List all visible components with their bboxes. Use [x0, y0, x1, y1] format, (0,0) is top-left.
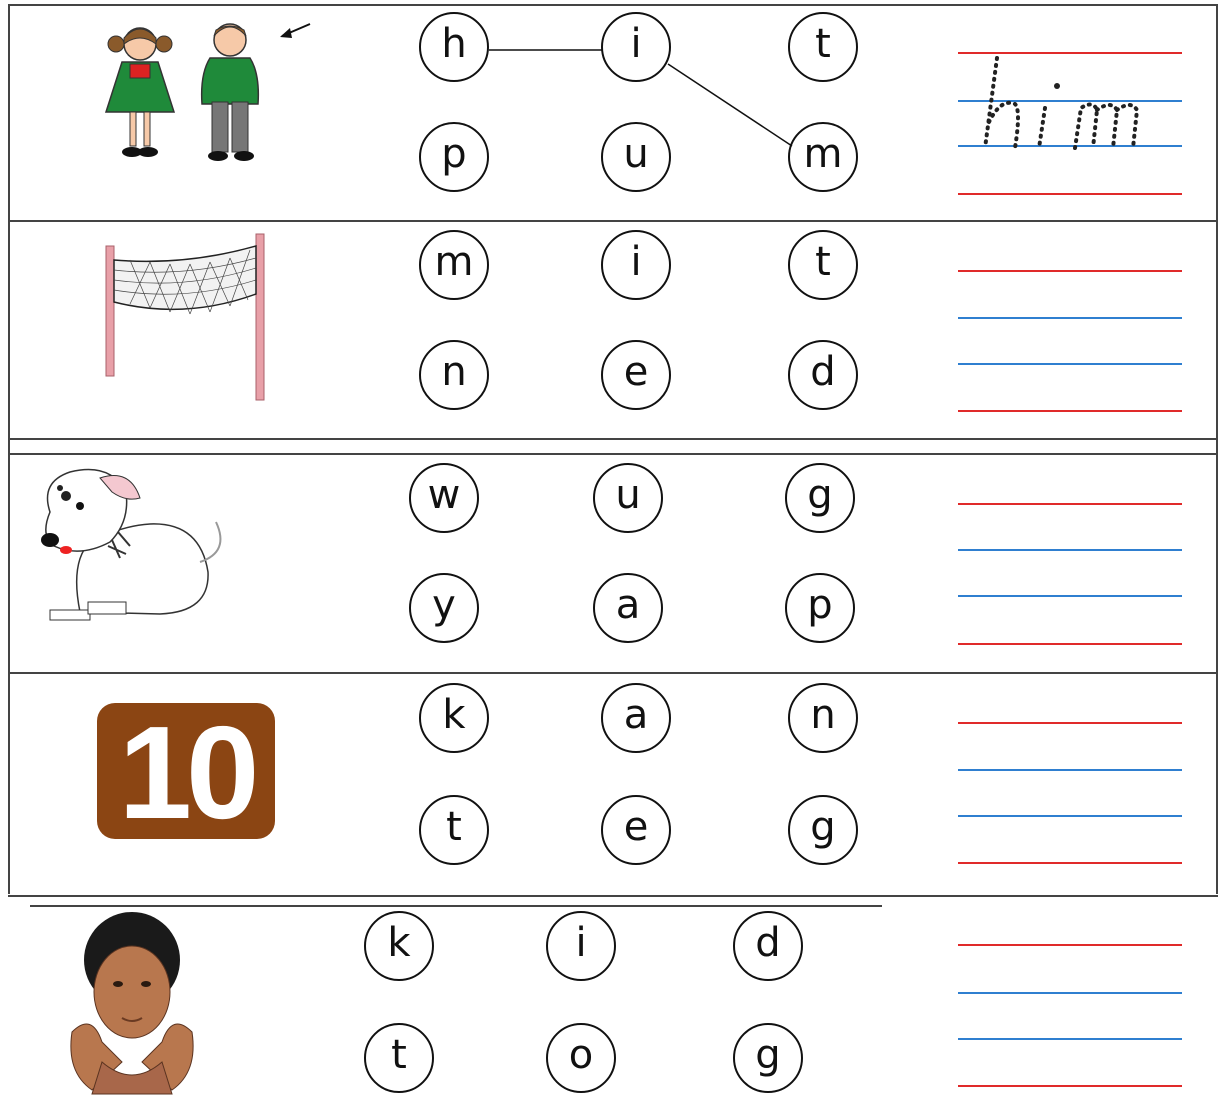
dog-illustration — [30, 462, 240, 632]
number-label: 10 — [118, 699, 254, 846]
letter-circle[interactable]: g — [788, 795, 858, 865]
letter-circle[interactable]: a — [593, 573, 663, 643]
letter-circle[interactable]: n — [788, 683, 858, 753]
guide-line-red — [958, 722, 1182, 724]
guide-line-red — [958, 643, 1182, 645]
letter-circle[interactable]: k — [364, 911, 434, 981]
letter-circle[interactable]: p — [419, 122, 489, 192]
boy-illustration — [62, 912, 202, 1097]
guide-line-blue — [958, 363, 1182, 365]
letter-circle[interactable]: a — [601, 683, 671, 753]
letter-circle[interactable]: d — [733, 911, 803, 981]
letter-circle[interactable]: d — [788, 340, 858, 410]
left-border — [8, 4, 10, 894]
letter-circle[interactable]: k — [419, 683, 489, 753]
row-divider — [8, 453, 1218, 455]
guide-line-red — [958, 503, 1182, 505]
letter-circle[interactable]: m — [788, 122, 858, 192]
letter-circle[interactable]: u — [593, 463, 663, 533]
letter-circle[interactable]: m — [419, 230, 489, 300]
right-border — [1216, 4, 1218, 894]
letter-circle[interactable]: u — [601, 122, 671, 192]
letter-circle[interactable]: t — [788, 230, 858, 300]
guide-line-blue — [958, 549, 1182, 551]
guide-line-blue — [958, 317, 1182, 319]
guide-line-red — [958, 862, 1182, 864]
row-divider — [8, 220, 1218, 222]
guide-line-red — [958, 1085, 1182, 1087]
letter-circle[interactable]: t — [788, 12, 858, 82]
guide-line-blue — [958, 769, 1182, 771]
letter-circle[interactable]: g — [733, 1023, 803, 1093]
guide-line-blue — [958, 992, 1182, 994]
letter-circle[interactable]: h — [419, 12, 489, 82]
guide-line-blue — [958, 1038, 1182, 1040]
letter-circle[interactable]: n — [419, 340, 489, 410]
letter-circle[interactable]: o — [546, 1023, 616, 1093]
row-divider — [30, 905, 882, 907]
guide-line-red — [958, 410, 1182, 412]
row-divider — [8, 895, 1218, 897]
children-illustration — [100, 14, 320, 169]
letter-circle[interactable]: i — [546, 911, 616, 981]
row-divider — [8, 4, 1218, 6]
letter-circle[interactable]: g — [785, 463, 855, 533]
guide-line-red — [958, 270, 1182, 272]
row-divider — [8, 438, 1218, 440]
traced-word — [975, 52, 1175, 152]
ten-sign — [97, 699, 275, 846]
guide-line-red — [958, 193, 1182, 195]
letter-circle[interactable]: e — [601, 340, 671, 410]
row-divider — [8, 672, 1218, 674]
letter-circle[interactable]: i — [601, 12, 671, 82]
letter-circle[interactable]: p — [785, 573, 855, 643]
guide-line-blue — [958, 595, 1182, 597]
guide-line-blue — [958, 815, 1182, 817]
guide-line-red — [958, 944, 1182, 946]
letter-circle[interactable]: i — [601, 230, 671, 300]
letter-circle[interactable]: t — [364, 1023, 434, 1093]
letter-circle[interactable]: y — [409, 573, 479, 643]
letter-circle[interactable]: t — [419, 795, 489, 865]
net-illustration — [100, 230, 275, 405]
letter-circle[interactable]: e — [601, 795, 671, 865]
letter-circle[interactable]: w — [409, 463, 479, 533]
